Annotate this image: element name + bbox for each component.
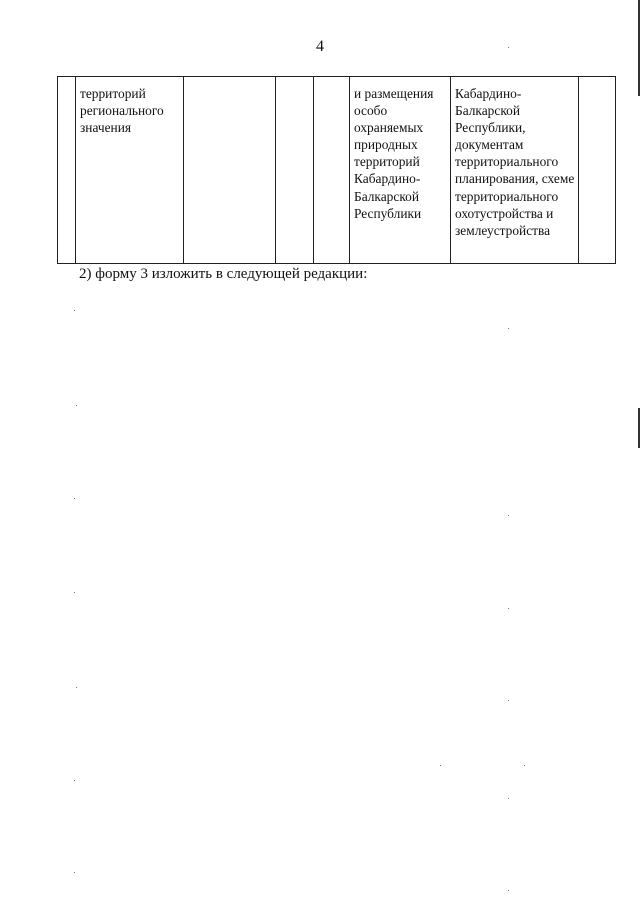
scan-speck xyxy=(508,328,509,329)
scan-speck xyxy=(76,405,77,406)
table-cell-index xyxy=(58,77,76,264)
scan-speck xyxy=(74,498,75,499)
table-cell xyxy=(579,77,616,264)
scan-speck xyxy=(524,765,525,766)
page-number: 4 xyxy=(316,38,324,55)
scan-speck xyxy=(74,310,75,311)
table-cell-documents: Кабардино-Балкарской Республики, документам территориального планирования, схеме территориального охотустройства и землеустройства xyxy=(451,77,579,264)
scan-speck xyxy=(74,780,75,781)
table-cell-purpose: и размещения особо охраняемых природных территорий Кабардино-Балкарской Республики xyxy=(350,77,451,264)
table-cell-object-type: территорий регионального значения xyxy=(76,77,184,264)
body-paragraph: 2) форму 3 изложить в следующей редакции: xyxy=(79,266,368,282)
continuation-table xyxy=(57,76,616,264)
table-cell xyxy=(184,77,276,264)
scan-speck xyxy=(508,47,509,48)
scan-speck xyxy=(508,515,509,516)
scan-speck xyxy=(74,872,75,873)
scan-speck xyxy=(508,890,509,891)
table-cell xyxy=(314,77,350,264)
scan-speck xyxy=(74,592,75,593)
scan-speck xyxy=(440,765,441,766)
table-cell xyxy=(276,77,314,264)
scan-speck xyxy=(76,687,77,688)
table-row xyxy=(58,77,616,264)
scan-speck xyxy=(508,798,509,799)
scan-speck xyxy=(508,700,509,701)
scan-speck xyxy=(508,608,509,609)
